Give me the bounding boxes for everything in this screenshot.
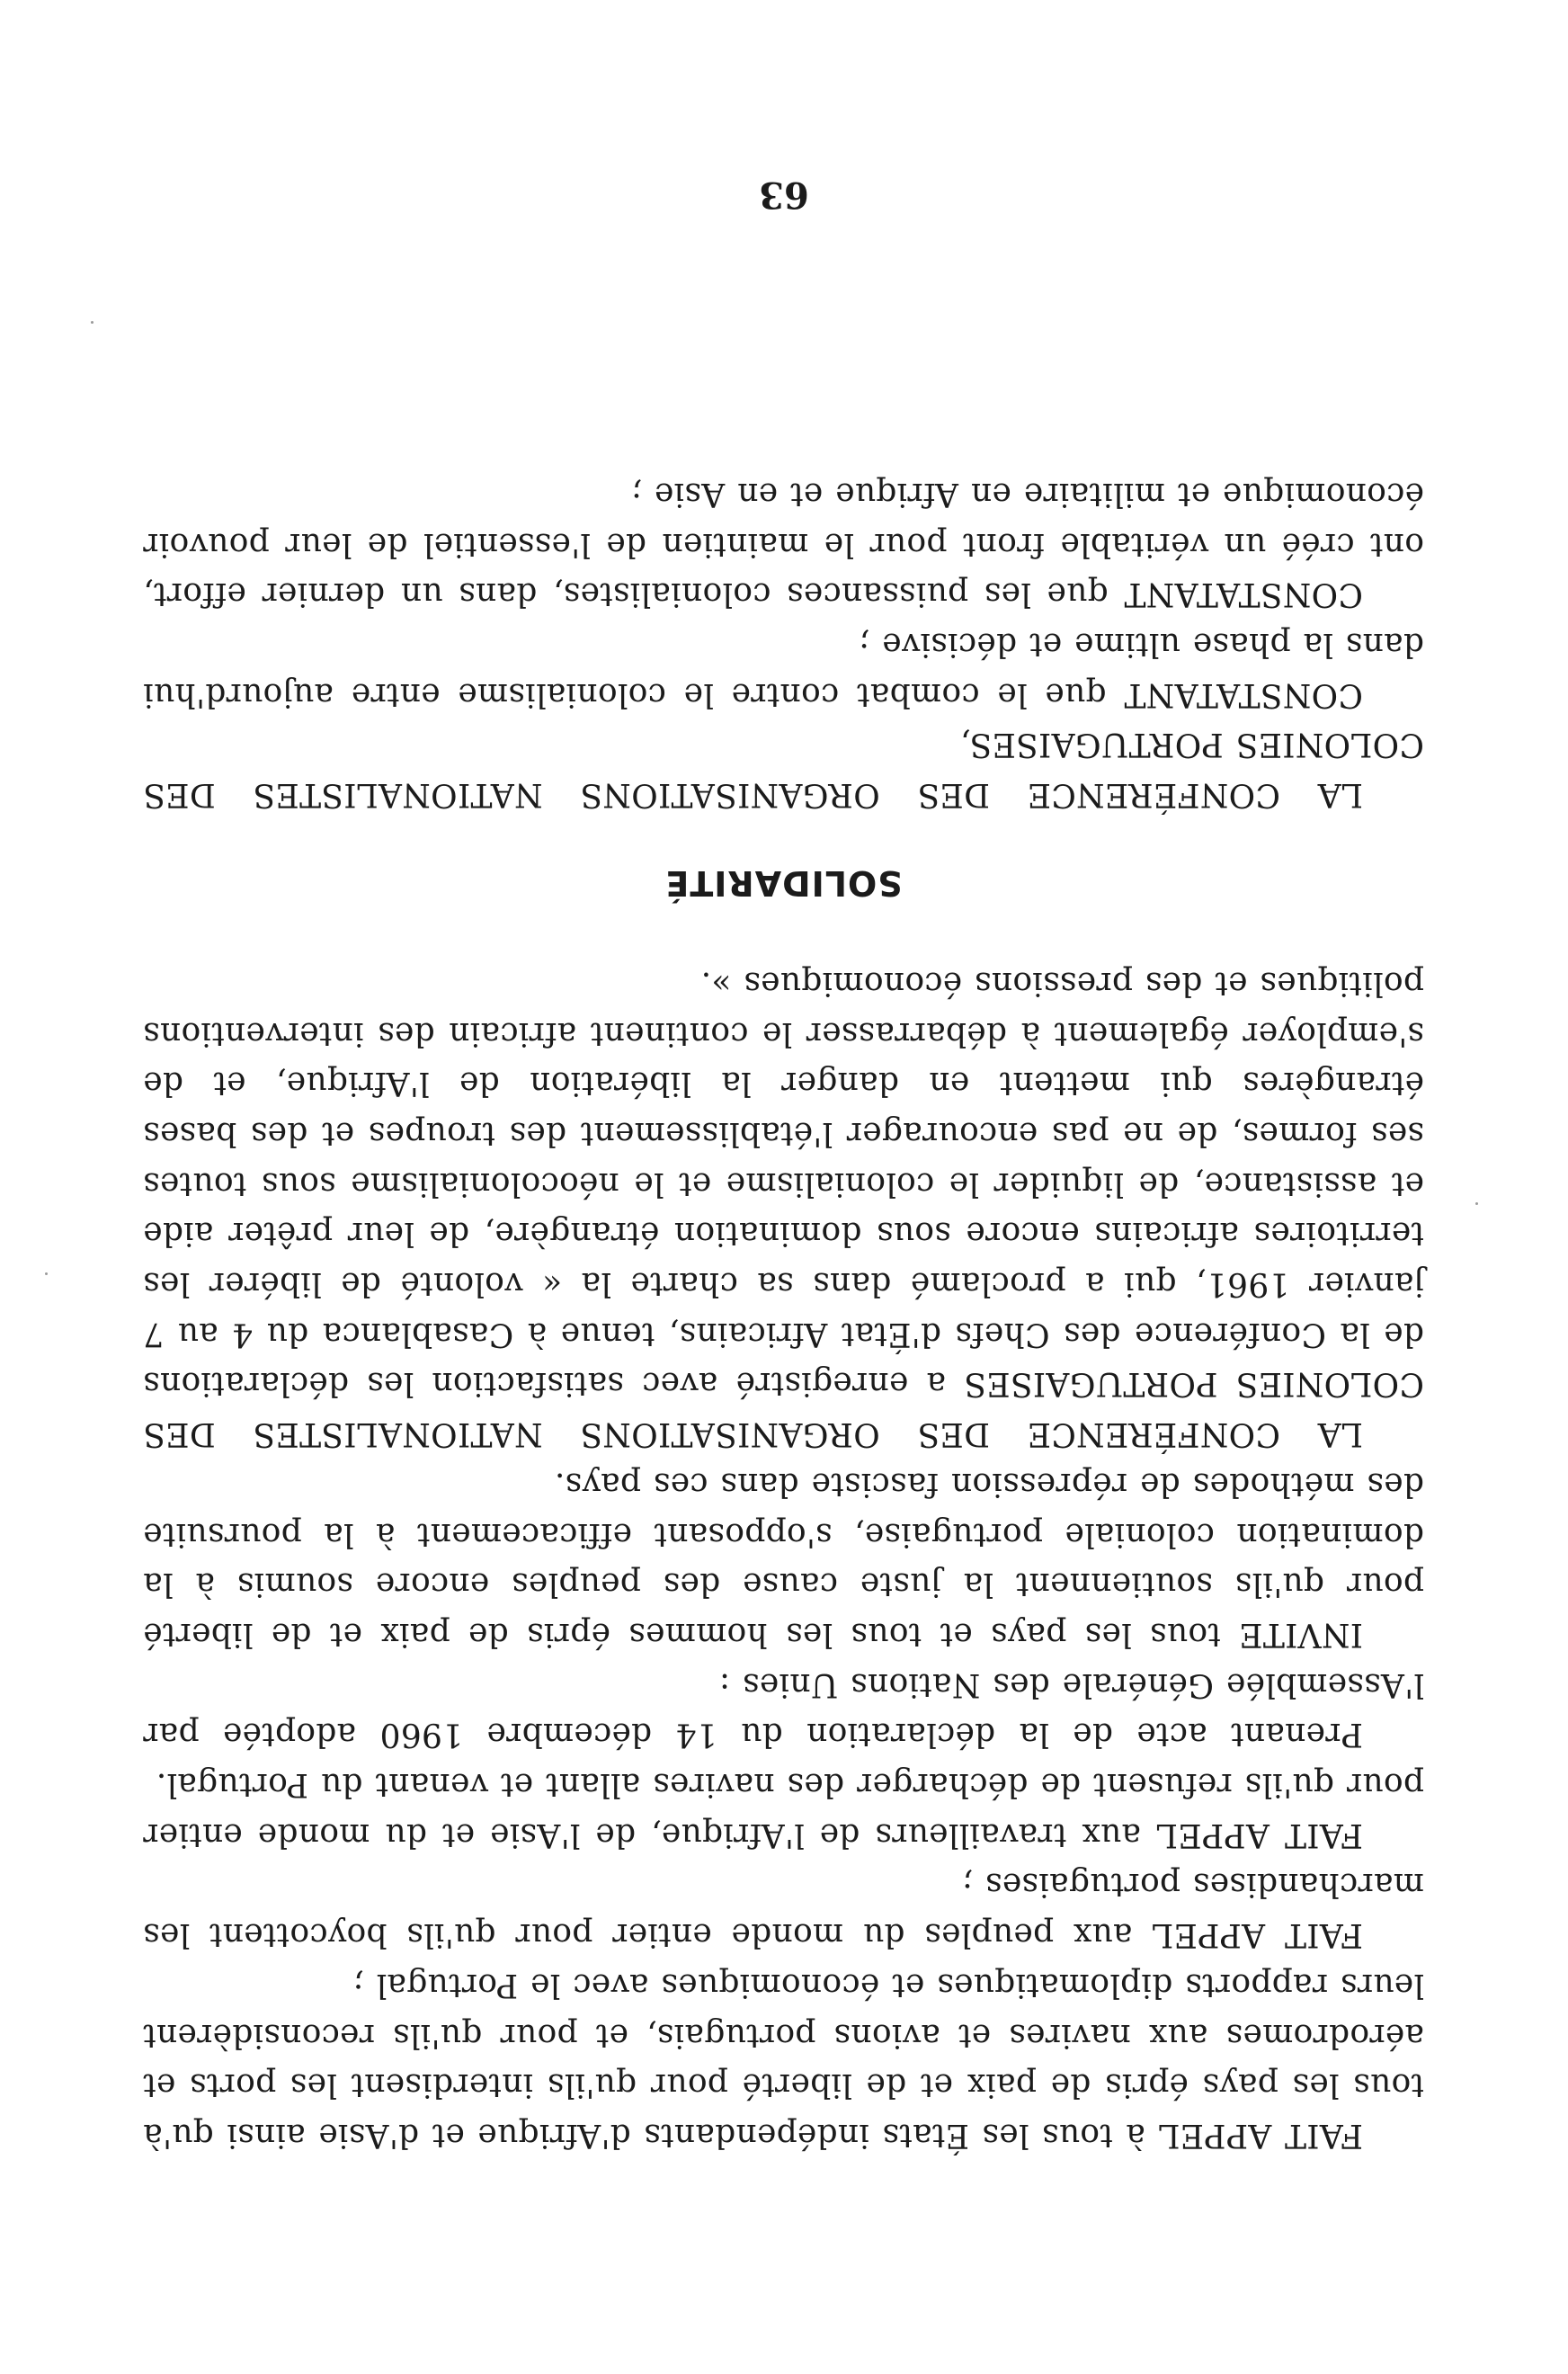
page-number: 63 bbox=[759, 174, 809, 216]
paper-speck bbox=[45, 1272, 48, 1275]
paragraph-prenant-acte: Prenant acte de la déclaration du 14 décembre 1960 adoptée par l'Assemblée Générale des Nations Unies : bbox=[143, 1665, 1424, 1754]
paragraph-appel-peuples: FAIT APPEL aux peuples du monde entier pour qu'ils boycottent les marchandises portugaises ; bbox=[143, 1866, 1424, 1954]
paragraph-constatant-combat: CONSTATANT que le combat contre le colonialisme entre aujourd'hui dans la phase ultime et décisive ; bbox=[143, 626, 1424, 713]
paragraph-conference-title: LA CONFÉRENCE DES ORGANISATIONS NATIONALISTES DES COLONIES PORTUGAISES, bbox=[143, 726, 1424, 814]
paragraph-invite: INVITE tous les pays et tous les hommes épris de paix et de liberté pour qu'ils soutiennent la juste cause des peuples encore soumis à la domination coloniale portugaise, s'opposant efficacement à la poursuite des méthodes de répression fasciste dans ces pays. bbox=[143, 1465, 1424, 1653]
paragraph-conference-casablanca: LA CONFÉRENCE DES ORGANISATIONS NATIONALISTES DES COLONIES PORTUGAISES a enregistré avec satisfaction les déclarations de la Conférence des Chefs d'État Africains, tenue à Casablanca du 4 au 7 janvier 1961, qui a proclamé dans sa charte la « volonté de libérer les territoires africains encore sous domination étrangère, de leur prêter aide et assistance, de liquider le colonialisme et le néocolonialisme sous toutes ses formes, de ne pas encourager l'établissement des troupes et des bases étrangères qui mettent en danger la libération de l'Afrique, et de s'employer également à débarrasser le continent africain des interventions politiques et des pressions économiques ». bbox=[143, 964, 1424, 1453]
paragraph-appel-etats: FAIT APPEL à tous les États indépendants d'Afrique et d'Asie ainsi qu'à tous les pays épris de paix et de liberté pour qu'ils interdisent les ports et aérodromes aux navires et avions portugais, et pour qu'ils reconsidèrent leurs rapports diplomatiques et économiques avec le Portugal ; bbox=[143, 1966, 1424, 2154]
paper-speck bbox=[1475, 1202, 1478, 1205]
document-body bbox=[143, 469, 1424, 2160]
paragraph-constatant-puissances: CONSTATANT que les puissances colonialistes, dans un dernier effort, ont créé un véritable front pour le maintien de l'essentiel de leur pouvoir économique et militaire en Afrique et en Asie ; bbox=[143, 475, 1424, 613]
paper-speck bbox=[91, 321, 94, 324]
section-heading-solidarite: SOLIDARITÉ bbox=[664, 863, 903, 904]
paragraph-appel-travailleurs: FAIT APPEL aux travailleurs de l'Afrique, de l'Asie et du monde entier pour qu'ils refusent de décharger des navires allant et venant du Portugal. bbox=[143, 1766, 1424, 1853]
